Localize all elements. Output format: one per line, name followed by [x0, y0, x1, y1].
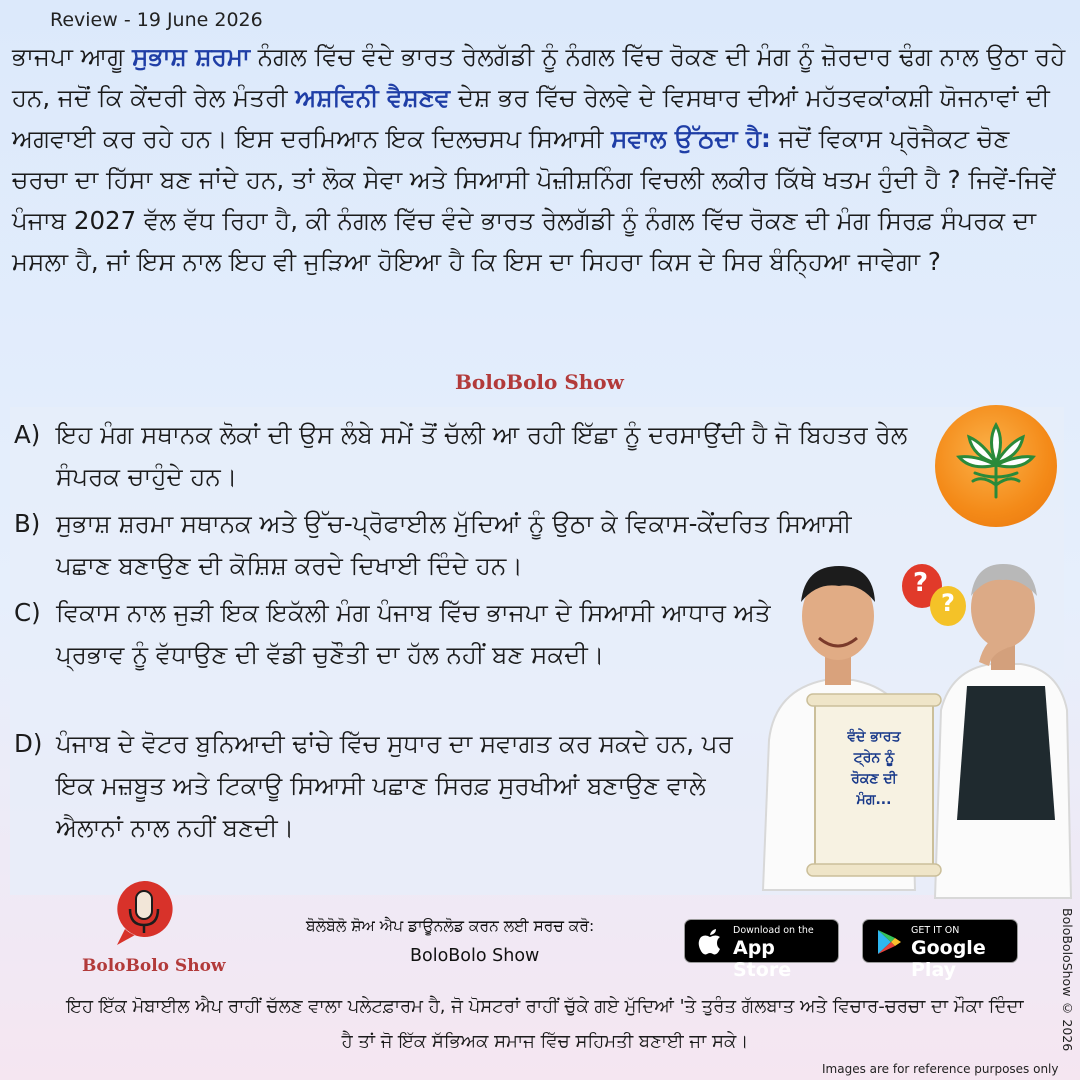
intro-text-3: ਦੇਸ਼ ਭਰ ਵਿੱਚ ਰੇਲਵੇ ਦੇ ਵਿਸਥਾਰ ਦੀਆਂ ਮਹੱਤਵਕਾਂਕਸ਼ੀ ਯੋਜਨਾਵਾਂ ਦੀ ਅਗਵਾਈ ਕਰ ਰਹੇ ਹਨ। ਇਸ ਦਰਮਿਆਨ ਇਕ ਦਿਲਚਸਪ ਸਿਆਸੀ — [12, 83, 1050, 153]
option-letter: A) — [14, 420, 41, 449]
download-instruction: ਬੋਲੋਬੋਲੋ ਸ਼ੋਅ ਐਪ ਡਾਊਨਲੋਡ ਕਰਨ ਲਈ ਸਰਚ ਕਰੋ: — [306, 917, 595, 935]
intro-text-4: ਜਦੋਂ ਵਿਕਾਸ ਪ੍ਰੋਜੈਕਟ ਚੋਣ ਚਰਚਾ ਦਾ ਹਿੱਸਾ ਬਣ ਜਾਂਦੇ ਹਨ, ਤਾਂ ਲੋਕ ਸੇਵਾ ਅਤੇ ਸਿਆਸੀ ਪੋਜ਼ੀਸ਼ਨਿੰਗ ਵਿਚਲੀ ਲਕੀਰ ਕਿੱਥੇ ਖਤਮ ਹੁੰਦੀ ਹੈ ? ਜਿਵੇਂ-ਜਿਵੇਂ ਪੰਜਾਬ 2027 ਵੱਲ ਵੱਧ ਰਿਹਾ ਹੈ, ਕੀ ਨੰਗਲ ਵਿੱਚ ਵੰਦੇ ਭਾਰਤ ਰੇਲਗੱਡੀ ਨੂੰ ਨੰਗਲ ਵਿੱਚ ਰੋਕਣ ਦੀ ਮੰਗ ਸਿਰਫ਼ ਸੰਪਰਕ ਦਾ ਮਸਲਾ ਹੈ, ਜਾਂ ਇਸ ਨਾਲ ਇਹ ਵੀ ਜੁੜਿਆ ਹੋਇਆ ਹੈ ਕਿ ਇਸ ਦਾ ਸਿਹਰਾ ਕਿਸ ਦੇ ਸਿਰ ਬੰਨ੍ਹਿਆ ਜਾਵੇਗਾ ? — [12, 124, 1056, 276]
option-letter: B) — [14, 509, 41, 538]
option-letter: C) — [14, 598, 41, 627]
google-play-small: GET IT ON — [911, 925, 960, 936]
question-bubble-red: ? — [913, 568, 929, 598]
google-play-button[interactable] — [862, 919, 1018, 981]
review-date: Review - 19 June 2026 — [50, 9, 263, 31]
option-text: ਸੁਭਾਸ਼ ਸ਼ਰਮਾ ਸਥਾਨਕ ਅਤੇ ਉੱਚ-ਪ੍ਰੋਫਾਈਲ ਮੁੱਦਿਆਂ ਨੂੰ ਉਠਾ ਕੇ ਵਿਕਾਸ-ਕੇਂਦਰਿਤ ਸਿਆਸੀ ਪਛਾਣ ਬਣਾਉਣ ਦੀ ਕੋਸ਼ਿਸ਼ ਕਰਦੇ ਦਿਖਾਈ ਦਿੰਦੇ ਹਨ। — [56, 509, 852, 580]
option-a[interactable] — [14, 414, 914, 498]
app-store-small: Download on the — [733, 925, 814, 936]
politician-name-2: ਅਸ਼ਵਿਨੀ ਵੈਸ਼ਣਵ — [295, 83, 451, 112]
brand-watermark: BoloBolo Show — [455, 370, 624, 394]
option-text: ਪੰਜਾਬ ਦੇ ਵੋਟਰ ਬੁਨਿਆਦੀ ਢਾਂਚੇ ਵਿੱਚ ਸੁਧਾਰ ਦਾ ਸਵਾਗਤ ਕਰ ਸਕਦੇ ਹਨ, ਪਰ ਇਕ ਮਜ਼ਬੂਤ ਅਤੇ ਟਿਕਾਊ ਸਿਆਸੀ ਪਛਾਣ ਸਿਰਫ਼ ਸੁਰਖੀਆਂ ਬਣਾਉਣ ਵਾਲੇ ਐਲਾਨਾਂ ਨਾਲ ਨਹੀਂ ਬਣਦੀ। — [56, 729, 733, 842]
platform-description: ਇਹ ਇੱਕ ਮੋਬਾਈਲ ਐਪ ਰਾਹੀਂ ਚੱਲਣ ਵਾਲਾ ਪਲੇਟਫ਼ਾਰਮ ਹੈ, ਜੋ ਪੋਸਟਰਾਂ ਰਾਹੀਂ ਚੁੱਕੇ ਗਏ ਮੁੱਦਿਆਂ 'ਤੇ ਤੁਰੰਤ ਗੱਲਬਾਤ ਅਤੇ ਵਿਚਾਰ-ਚਰਚਾ ਦਾ ਮੌਕਾ ਦਿੰਦਾ ਹੈ ਤਾਂ ਜੋ ਇੱਕ ਸੱਭਿਅਕ ਸਮਾਜ ਵਿੱਚ ਸਹਿਮਤੀ ਬਣਾਈ ਜਾ ਸਕੇ। — [66, 996, 1024, 1052]
brand-logo-text: BoloBolo Show — [82, 956, 226, 976]
option-text: ਵਿਕਾਸ ਨਾਲ ਜੁੜੀ ਇਕ ਇਕੱਲੀ ਮੰਗ ਪੰਜਾਬ ਵਿੱਚ ਭਾਜਪਾ ਦੇ ਸਿਆਸੀ ਆਧਾਰ ਅਤੇ ਪ੍ਰਭਾਵ ਨੂੰ ਵੱਧਾਉਣ ਦੀ ਵੱਡੀ ਚੁਣੌਤੀ ਦਾ ਹੱਲ ਨਹੀਂ ਬਣ ਸਕਦੀ। — [56, 598, 771, 669]
intro-text-1: ਭਾਜਪਾ ਆਗੂ — [12, 42, 133, 71]
banner-line: ਵੰਦੇ ਭਾਰਤ — [847, 729, 901, 745]
banner-text — [826, 727, 922, 811]
copyright-text: BoloBoloShow © 2026 — [1060, 908, 1075, 1052]
option-c[interactable] — [14, 592, 774, 676]
politician-name-1: ਸੁਭਾਸ਼ ਸ਼ਰਮਾ — [132, 42, 250, 71]
banner-line: ਰੋਕਣ ਦੀ — [851, 771, 897, 787]
app-name: BoloBolo Show — [410, 946, 540, 966]
banner-line: ਟ੍ਰੇਨ ਨੂੰ — [853, 750, 895, 766]
question-bubble-yellow: ? — [941, 589, 955, 617]
google-play-big: Google Play — [911, 937, 986, 981]
option-d[interactable] — [14, 723, 774, 849]
microphone-icon — [113, 879, 175, 951]
play-store-icon — [875, 928, 903, 956]
banner-line: ਮੰਗ... — [856, 792, 892, 808]
app-store-button[interactable] — [684, 919, 839, 981]
intro-text-2: ਨੰਗਲ ਵਿੱਚ ਵੰਦੇ ਭਾਰਤ ਰੇਲਗੱਡੀ ਨੂੰ ਨੰਗਲ ਵਿੱਚ ਰੋਕਣ ਦੀ ਮੰਗ ਨੂੰ ਜ਼ੋਰਦਾਰ ਢੰਗ ਨਾਲ ਉਠਾ ਰਹੇ ਹਨ, ਜਦੋਂ ਕਿ ਕੇਂਦਰੀ ਰੇਲ ਮੰਤਰੀ — [12, 42, 1066, 112]
apple-icon — [697, 928, 723, 956]
lotus-logo-icon — [935, 405, 1057, 527]
option-text: ਇਹ ਮੰਗ ਸਥਾਨਕ ਲੋਕਾਂ ਦੀ ਉਸ ਲੰਬੇ ਸਮੇਂ ਤੋਂ ਚੱਲੀ ਆ ਰਹੀ ਇੱਛਾ ਨੂੰ ਦਰਸਾਉਂਦੀ ਹੈ ਜੋ ਬਿਹਤਰ ਰੇਲ ਸੰਪਰਕ ਚਾਹੁੰਦੇ ਹਨ। — [56, 420, 908, 491]
intro-paragraph — [12, 36, 1072, 282]
question-phrase: ਸਵਾਲ ਉੱਠਦਾ ਹੈ: — [611, 124, 771, 153]
app-store-big: App Store — [733, 937, 792, 981]
option-letter: D) — [14, 729, 43, 758]
reference-disclaimer: Images are for reference purposes only — [822, 1062, 1059, 1076]
